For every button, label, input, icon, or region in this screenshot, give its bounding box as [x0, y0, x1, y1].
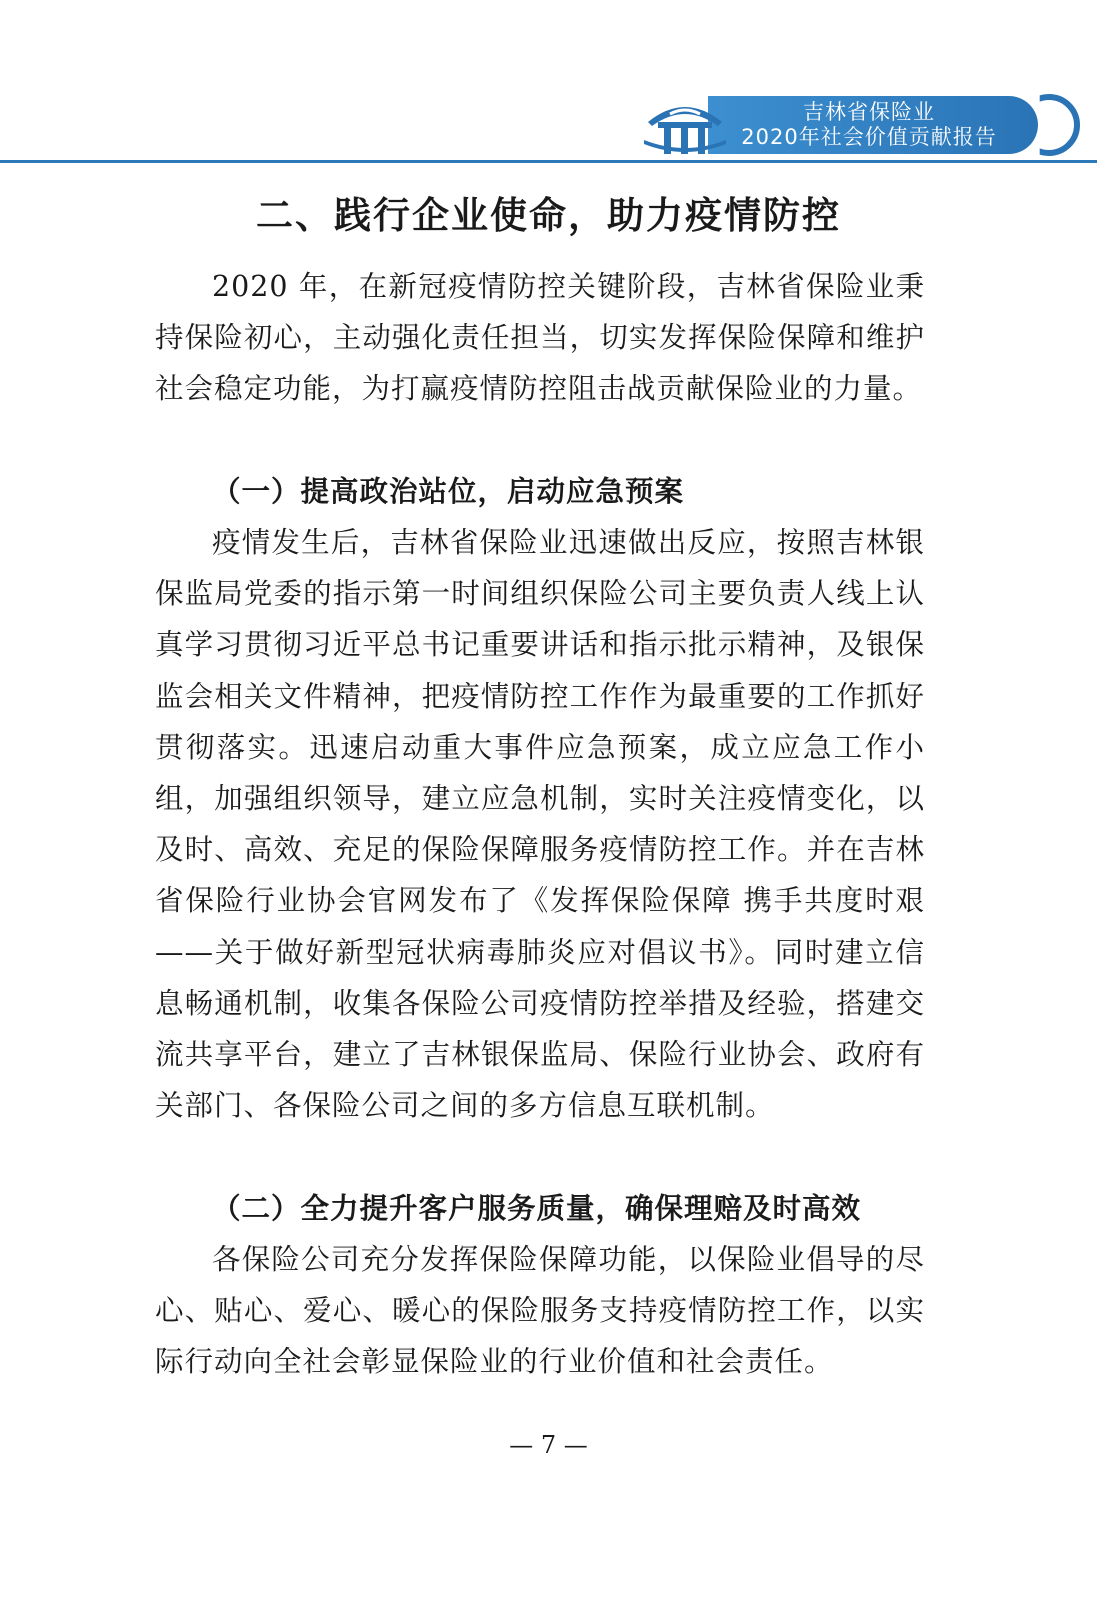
page-number: — 7 — — [509, 1431, 588, 1459]
page-title: 二、践行企业使命，助力疫情防控 — [256, 193, 841, 237]
report-header — [0, 92, 1097, 162]
intro-paragraph: 2020 年，在新冠疫情防控关键阶段，吉林省保险业秉持保险初心，主动强化责任担当，切实发挥保险保障和维护社会稳定功能，为打赢疫情防控阻击战贡献保险业的力量。 — [155, 270, 925, 406]
header-org-name: 吉林省保险业 — [803, 100, 935, 124]
section-body-1: 疫情发生后，吉林省保险业迅速做出反应，按照吉林银保监局党委的指示第一时间组织保险公司主要负责人线上认真学习贯彻习近平总书记重要讲话和指示批示精神，及银保监会相关文件精神，把疫情防控工作作为最重要的工作抓好贯彻落实。迅速启动重大事件应急预案，成立应急工作小组，加强组织领导，建立应急机制，实时关注疫情变化，以及时、高效、充足的保险保障服务疫情防控工作。并在吉林省保险行业协会官网发布了《发挥保险保障 携手共度时艰——关于做好新型冠状病毒肺炎应对倡议书》。同时建立信息畅通机制，收集各保险公司疫情防控举措及经验，搭建交流共享平台，建立了吉林银保监局、保险行业协会、政府有关部门、各保险公司之间的多方信息互联机制。 — [155, 526, 925, 1123]
section-heading-1: （一）提高政治站位，启动应急预案 — [212, 474, 685, 508]
header-divider — [0, 160, 1097, 163]
header-report-name: 2020年社会价值贡献报告 — [741, 125, 997, 149]
section-body-2: 各保险公司充分发挥保险保障功能，以保险业倡导的尽心、贴心、爱心、暖心的保险服务支持疫情防控工作，以实际行动向全社会彰显保险业的行业价值和社会责任。 — [155, 1243, 925, 1379]
jilin-insurance-emblem-icon — [640, 92, 730, 160]
section-heading-2: （二）全力提升客户服务质量，确保理赔及时高效 — [212, 1191, 862, 1225]
